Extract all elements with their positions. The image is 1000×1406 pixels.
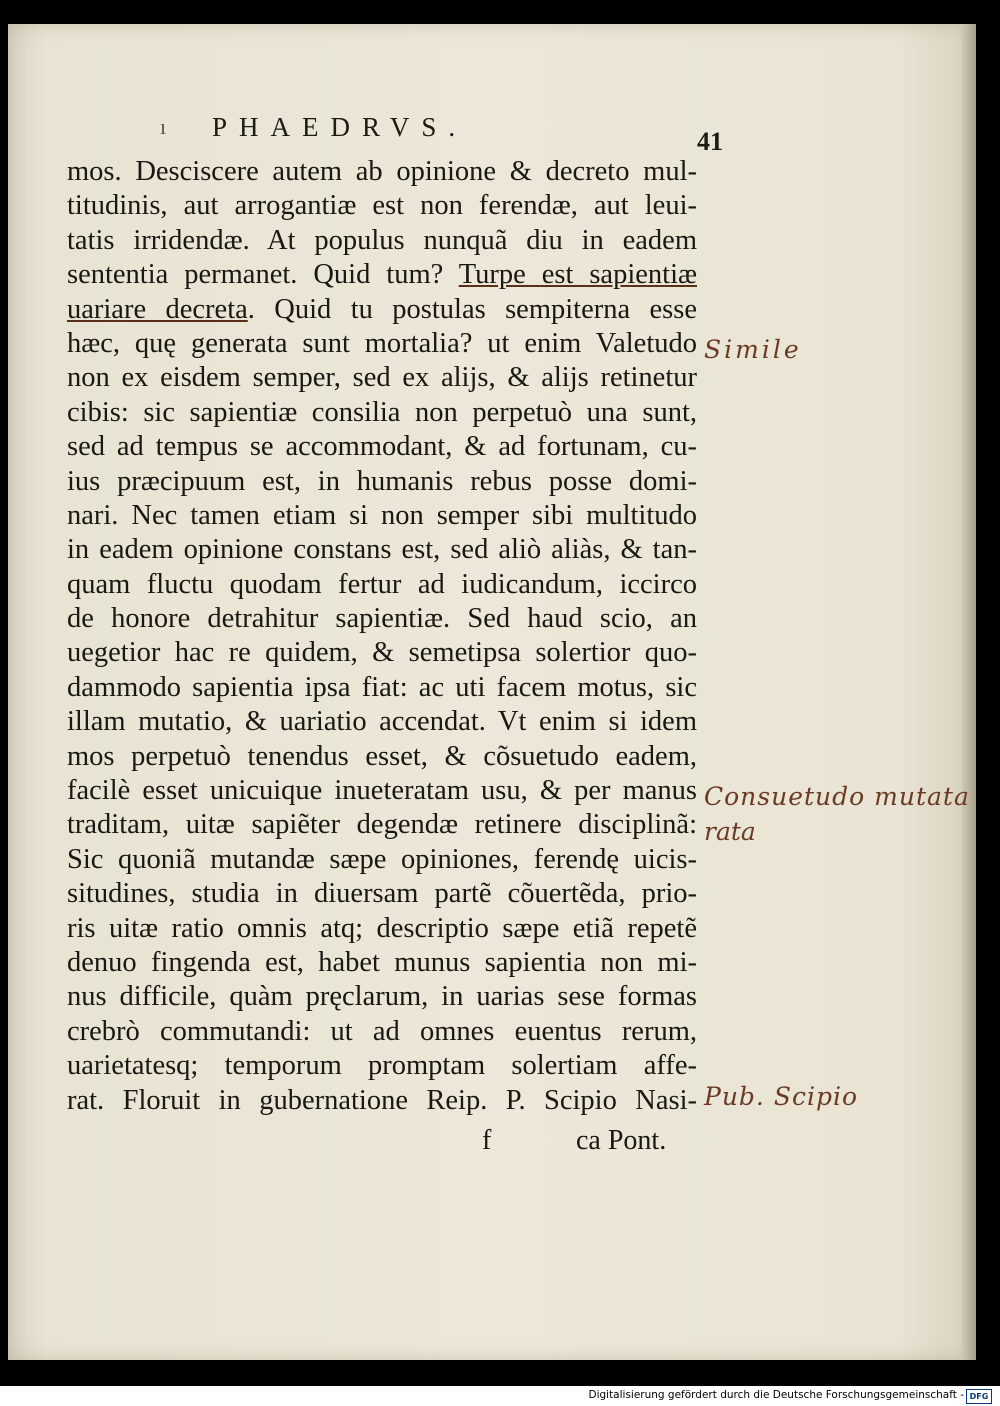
underlined-phrase: Turpe est sapientiæ xyxy=(458,259,697,291)
text-line: nari. Nec tamen etiam si non semper sibi multitudo xyxy=(67,499,697,531)
signature-mark: f xyxy=(482,1125,492,1156)
text-line: rat. Floruit in gubernatione Reip. P. Scipio Nasi- xyxy=(67,1084,697,1116)
text-line: sententia permanet. Quid tum? Turpe est sapientiæ xyxy=(67,259,697,291)
running-head: PHAEDRVS. xyxy=(212,112,468,142)
text-line: mos. Desciscere autem ab opinione & decreto mul- xyxy=(67,156,697,187)
text-line: tatis irridendæ. At populus nunquã diu in eadem xyxy=(67,224,697,256)
text-line: de honore detrahitur sapientiæ. Sed haud scio, an xyxy=(67,603,697,635)
text-line: uariare decreta. Quid tu postulas sempiterna esse xyxy=(67,293,697,325)
text-line: cibis: sic sapientiæ consilia non perpetuò una sunt, xyxy=(67,396,697,428)
text-line: hæc, quę generata sunt mortalia? ut enim Valetudo xyxy=(67,327,697,359)
text-line: uegetior hac re quidem, & semetipsa solertior quo- xyxy=(67,637,697,669)
text-line: mos perpetuò tenendus esset, & cõsuetudo eadem, xyxy=(67,740,697,772)
underlined-phrase: uariare decreta xyxy=(67,293,248,325)
dfg-logo: DFG xyxy=(966,1389,992,1404)
text-line: in eadem opinione constans est, sed aliò aliàs, & tan- xyxy=(67,534,697,566)
text-line: uarietatesq; temporum promptam solertiam affe- xyxy=(67,1050,697,1082)
folio-number: 41 xyxy=(697,127,723,156)
text-line: titudinis, aut arrogantiæ est non ferendæ, aut leui- xyxy=(67,190,697,222)
text-line: non ex eisdem semper, sed ex alijs, & alijs retinetur xyxy=(67,362,697,394)
text-line: nus difficile, quàm pręclarum, in uarias sese formas xyxy=(67,981,697,1013)
marginal-note: Consuetudo mutata xyxy=(704,782,970,811)
text-line: dammodo sapientia ipsa fiat: ac uti facem motus, sic xyxy=(67,671,697,703)
text-line: facilè esset unicuique inueteratam usu, & per manus xyxy=(67,775,697,807)
catchword: ca Pont. xyxy=(576,1125,667,1156)
head-mark: ı xyxy=(160,114,167,139)
text-line: illam mutatio, & uariatio accendat. Vt enim si idem xyxy=(67,706,697,738)
text-line: traditam, uitæ sapiẽter degendæ retinere disciplinã: xyxy=(67,809,697,841)
marginal-note: Simile xyxy=(704,335,802,364)
text-line: quam fluctu quodam fertur ad iudicandum, iccirco xyxy=(67,568,697,600)
text-line: denuo fingenda est, habet munus sapientia non mi- xyxy=(67,946,697,978)
text-line: crebrò commutandi: ut ad omnes euentus rerum, xyxy=(67,1015,697,1047)
text-line: ius præcipuum est, in humanis rebus posse domi- xyxy=(67,465,697,497)
text-line: situdines, studia in diuersam partẽ cõuertẽda, prio- xyxy=(67,878,697,910)
text-block xyxy=(67,155,697,1118)
text-line: ris uitæ ratio omnis atq; descriptio sæpe etiã repetẽ xyxy=(67,912,697,944)
text-line: sed ad tempus se accommodant, & ad fortunam, cu- xyxy=(67,431,697,463)
page-edge xyxy=(962,24,976,1360)
marginal-note: rata xyxy=(704,817,756,846)
text-line: Sic quoniã mutandæ sæpe opiniones, ferendę uicis- xyxy=(67,843,697,875)
marginal-note: Pub. Scipio xyxy=(704,1082,858,1111)
funding-credit: Digitalisierung gefördert durch die Deutsche Forschungsgemeinschaft - xyxy=(588,1389,964,1401)
